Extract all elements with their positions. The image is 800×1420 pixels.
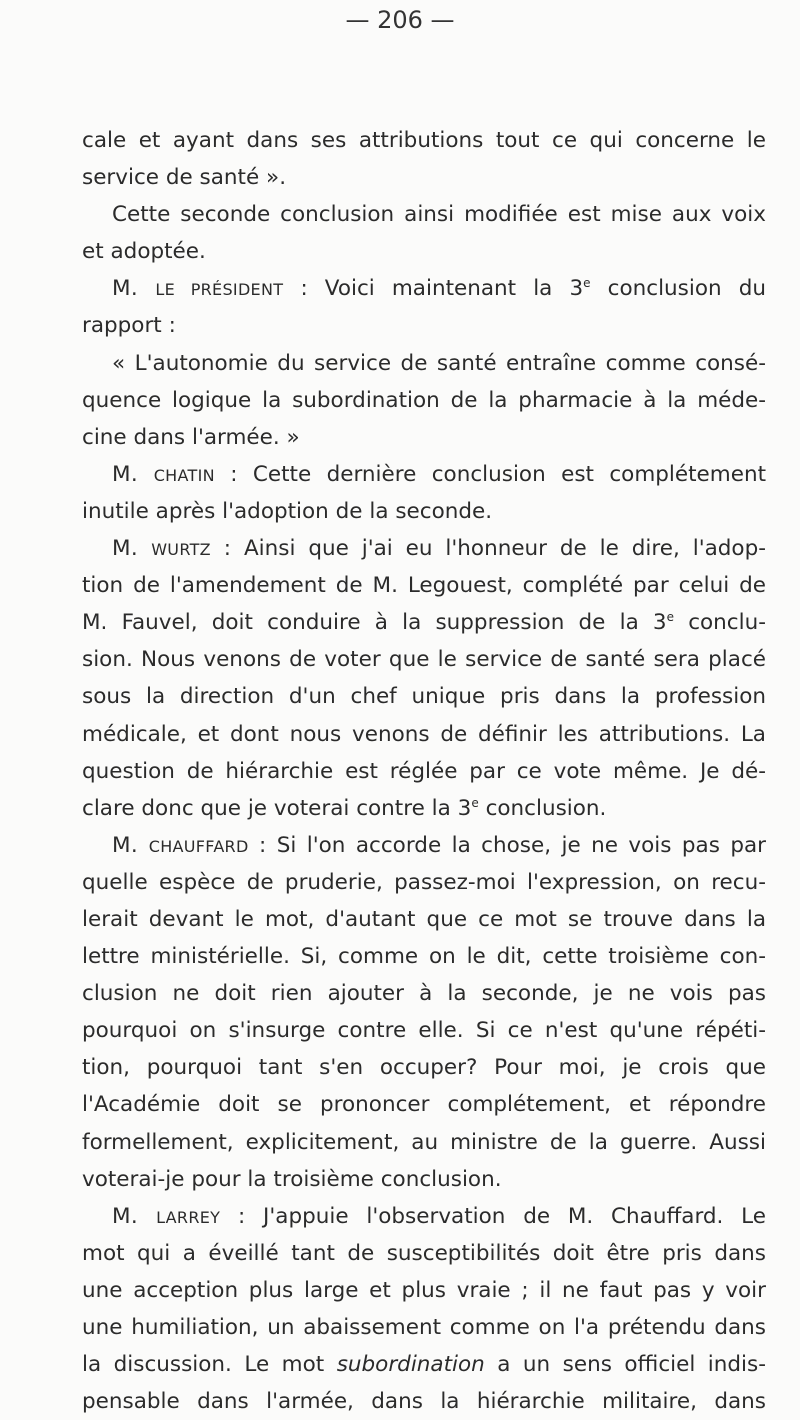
- text-line: clusion ne doit rien ajouter à la seconde, je ne vois pas: [82, 981, 766, 1007]
- text-line: une acception plus large et plus vraie ; il ne faut pas y voir: [82, 1277, 766, 1303]
- text-line: formellement, explicitement, au ministre de la guerre. Aussi: [82, 1129, 766, 1155]
- text-line: tion de l'amendement de M. Legouest, complété par celui de: [82, 573, 766, 599]
- text-line: M. WURTZ : Ainsi que j'ai eu l'honneur de le dire, l'adop-: [112, 536, 766, 562]
- speaker-name: WURTZ: [151, 540, 211, 560]
- body-text: [82, 122, 766, 1420]
- text-line: cale et ayant dans ses attributions tout ce qui concerne le: [82, 128, 766, 153]
- text-line: M. Fauvel, doit conduire à la suppression de la 3e conclu-: [82, 610, 766, 636]
- text-line: service de santé ».: [82, 165, 287, 191]
- text-line: lettre ministérielle. Si, comme on le dit, cette troisième con-: [82, 944, 766, 970]
- text-line: l'Académie doit se prononcer complétement, et répondre: [82, 1092, 766, 1118]
- speaker-name: CHAUFFARD: [148, 836, 249, 856]
- text-line: M. LE PRÉSIDENT : Voici maintenant la 3e conclusion du: [112, 276, 766, 302]
- text-line: voterai-je pour la troisième conclusion.: [82, 1166, 502, 1192]
- text-line: une humiliation, un abaissement comme on l'a prétendu dans: [82, 1315, 766, 1340]
- text-line: clare donc que je voterai contre la 3e conclusion.: [82, 795, 607, 821]
- speaker-name: LE PRÉSIDENT: [155, 280, 284, 300]
- text-line: sous la direction d'un chef unique pris dans la profession: [82, 684, 766, 710]
- text-line: lerait devant le mot, d'autant que ce mot se trouve dans la: [82, 906, 766, 932]
- text-line: médicale, et dont nous venons de définir les attributions. La: [82, 721, 766, 747]
- text-line: quelle espèce de pruderie, passez-moi l'expression, on recu-: [82, 869, 766, 895]
- speaker-label: M. LE PRÉSIDENT: [112, 276, 284, 302]
- text-line: mot qui a éveillé tant de susceptibilités doit être pris dans: [82, 1240, 766, 1266]
- text-line: quence logique la subordination de la pharmacie à la méde-: [82, 387, 766, 413]
- speaker-name: CHATIN: [153, 465, 215, 485]
- text-line: sion. Nous venons de voter que le service de santé sera placé: [82, 647, 766, 673]
- text-line: M. LARREY : J'appuie l'observation de M. Chauffard. Le: [112, 1203, 766, 1229]
- speaker-label: M. CHAUFFARD: [112, 832, 249, 858]
- text-line: pourquoi on s'insurge contre elle. Si ce n'est qu'une répéti-: [82, 1018, 766, 1044]
- text-line: question de hiérarchie est réglée par ce vote même. Je dé-: [82, 758, 766, 784]
- text-line: la discussion. Le mot subordination a un sens officiel indis-: [82, 1352, 766, 1378]
- text-line: « L'autonomie du service de santé entraîne comme consé-: [112, 350, 766, 376]
- text-line: rapport :: [82, 313, 176, 339]
- text-line: Cette seconde conclusion ainsi modifiée est mise aux voix: [112, 202, 766, 228]
- page-number: — 206 —: [345, 6, 455, 34]
- text-line: pensable dans l'armée, dans la hiérarchie militaire, dans: [82, 1389, 766, 1415]
- italic-term: subordination: [336, 1352, 485, 1378]
- text-line: M. CHAUFFARD : Si l'on accorde la chose, je ne vois pas par: [112, 832, 766, 858]
- text-line: inutile après l'adoption de la seconde.: [82, 498, 493, 524]
- speaker-name: LARREY: [156, 1207, 221, 1227]
- speaker-label: M. CHATIN: [112, 461, 215, 487]
- text-line: cine dans l'armée. »: [82, 424, 300, 450]
- text-line: tion, pourquoi tant s'en occuper? Pour moi, je crois que: [82, 1055, 766, 1081]
- speaker-label: M. LARREY: [112, 1203, 221, 1229]
- speaker-label: M. WURTZ: [112, 536, 211, 562]
- text-line: et adoptée.: [82, 239, 206, 265]
- text-line: M. CHATIN : Cette dernière conclusion est complétement: [112, 461, 766, 487]
